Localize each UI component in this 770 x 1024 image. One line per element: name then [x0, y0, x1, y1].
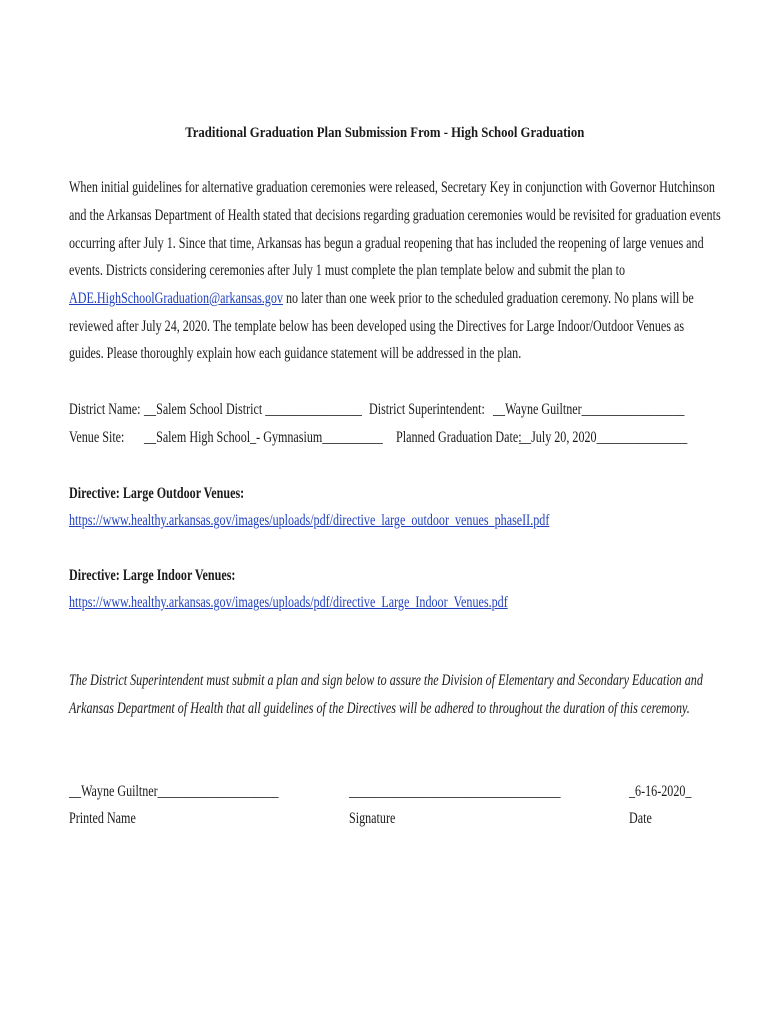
directive-outdoor-link-line [69, 511, 685, 531]
district-name-label: District Name: [69, 401, 141, 418]
planned-graduation-date-value: __July 20, 2020_______________ [519, 429, 688, 446]
intro-line-1: When initial guidelines for alternative graduation ceremonies were released, Secretary Key in conjunction with Governor Hutchinson [69, 179, 715, 196]
signature-line: ___________________________________ [349, 783, 561, 800]
intro-line-7: guides. Please thoroughly explain how each guidance statement will be addressed in the plan. [69, 345, 522, 362]
assurance-line-1: The District Superintendent must submit a plan and sign below to assure the Division of Elementary and Secondary Education and [69, 672, 703, 689]
district-superintendent-value: __Wayne Guiltner_________________ [493, 401, 685, 418]
signed-date-label: Date [629, 810, 652, 827]
printed-name-label: Printed Name [69, 810, 136, 827]
printed-name-value: __Wayne Guiltner____________________ [69, 783, 279, 800]
directive-indoor-heading: Directive: Large Indoor Venues: [69, 567, 236, 584]
directive-outdoor-link[interactable]: https://www.healthy.arkansas.gov/images/uploads/pdf/directive_large_outdoor_venues_phaseII.pdf [69, 512, 550, 529]
intro-line-6: reviewed after July 24, 2020. The template below has been developed using the Directives for Large Indoor/Outdoor Venues as [69, 318, 685, 335]
district-superintendent-label: District Superintendent: [369, 401, 485, 418]
directive-indoor-link-line [69, 593, 631, 613]
venue-site-label: Venue Site: [69, 429, 125, 446]
planned-graduation-date-label: Planned Graduation Date: [396, 429, 522, 446]
directive-indoor-link[interactable]: https://www.healthy.arkansas.gov/images/uploads/pdf/directive_Large_Indoor_Venues.pdf [69, 594, 508, 611]
intro-line-3: occurring after July 1. Since that time, Arkansas has begun a gradual reopening that has included the reopening of large venues and [69, 235, 704, 252]
venue-site-value: __Salem High School_- Gymnasium__________ [144, 429, 383, 446]
assurance-line-2: Arkansas Department of Health that all guidelines of the Directives will be adhered to throughout the duration of this ceremony. [69, 700, 690, 717]
intro-line-2: and the Arkansas Department of Health stated that decisions regarding graduation ceremonies would be revisited for graduation events [69, 207, 721, 224]
signature-label: Signature [349, 810, 396, 827]
signed-date-value: _6-16-2020_ [629, 783, 692, 800]
district-name-value: __Salem School District ________________ [144, 401, 362, 418]
directive-outdoor-heading: Directive: Large Outdoor Venues: [69, 485, 245, 502]
submission-email-link[interactable]: ADE.HighSchoolGraduation@arkansas.gov [69, 290, 283, 307]
document-title: Traditional Graduation Plan Submission From - High School Graduation [185, 125, 585, 141]
intro-line-4: events. Districts considering ceremonies after July 1 must complete the plan template below and submit the plan to [69, 262, 626, 279]
intro-line-5: ADE.HighSchoolGraduation@arkansas.gov no later than one week prior to the scheduled graduation ceremony. No plans will be [69, 290, 694, 307]
